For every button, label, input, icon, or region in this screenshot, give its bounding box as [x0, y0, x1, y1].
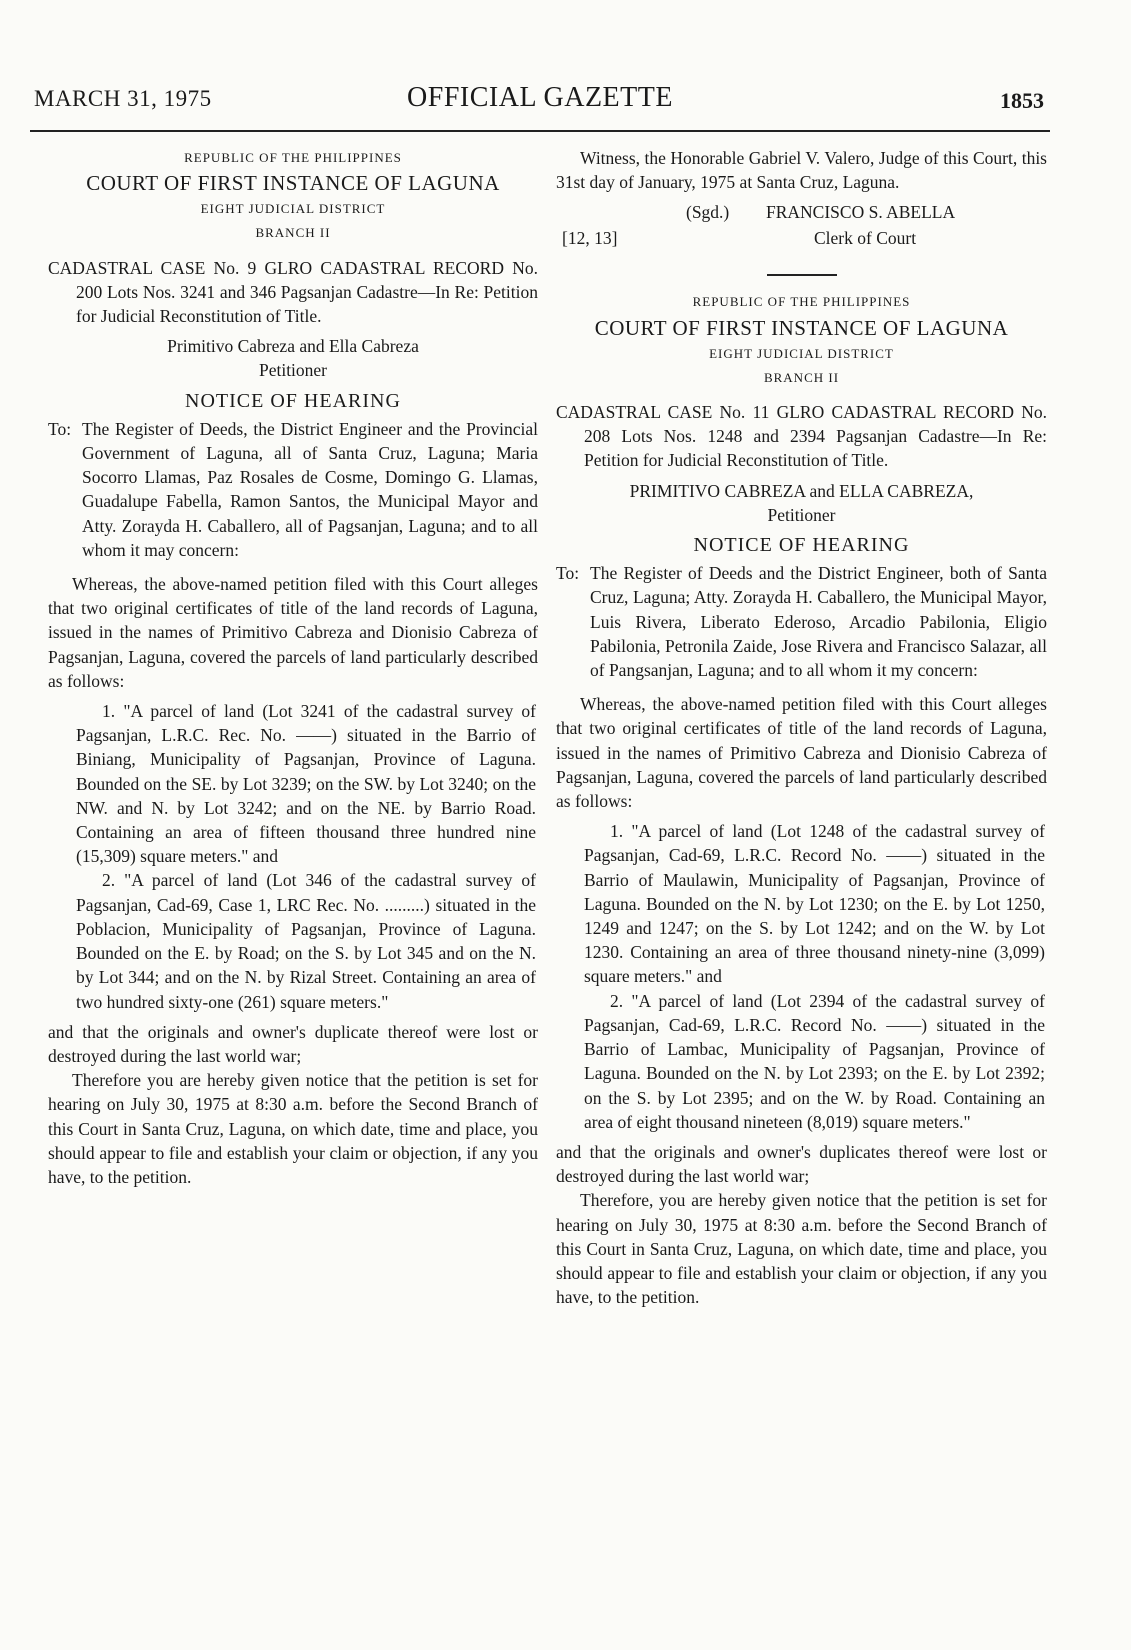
lost-clause: and that the originals and owner's duplicates thereof were lost or destroyed during the last world war; [556, 1141, 1047, 1187]
addressees [556, 561, 1047, 682]
witness-paragraph: Witness, the Honorable Gabriel V. Valero, Judge of this Court, this 31st day of January, 1975 at Santa Cruz, Laguna. [556, 148, 1047, 193]
whereas-paragraph: Whereas, the above-named petition filed with this Court alleges that two original certificates of title of the land records of Laguna, issued in the names of Primitivo Cabreza and Dionisio Cabreza of Pagsanjan, Laguna, covered the parcels of land particularly described as follows: [556, 694, 1047, 812]
therefore-paragraph: Therefore, you are hereby given notice that the petition is set for hearing on July 30, 1975 at 8:30 a.m. before the Second Branch of this Court in Santa Cruz, Laguna, on which date, time and place, you should appear to file and establish your claim or objection, if any you have, to the petition. [556, 1190, 1047, 1308]
right-column [556, 146, 1047, 1309]
addressee-list: The Register of Deeds, the District Engineer and the Provincial Government of Laguna, all of Santa Cruz, Laguna; Maria Socorro Llamas, Paz Rosales de Cosme, Domingo G. Llamas, Guadalupe Fabella, Ramon Santos, the Municipal Mayor and Atty. Zorayda H. Caballero, all of Pagsanjan, Laguna; and to all whom it may concern: [82, 418, 538, 560]
addressee-list: The Register of Deeds and the District Engineer, both of Santa Cruz, Laguna; Atty. Zorayda H. Caballero, the Municipal Mayor, Luis Rivera, Liberato Ederoso, Arcadio Pabilonia, Eligio Pabilonia, Petronila Zaide, Jose Rivera and Francisco Salazar, all of Pangsanjan, Laguna; and to all whom it my concern: [590, 563, 1047, 681]
court-heading: COURT OF FIRST INSTANCE OF LAGUNA [86, 171, 500, 196]
signed-marker: (Sgd.) [686, 202, 730, 223]
parcel-description-2: 2. "A parcel of land (Lot 2394 of the cadastral survey of Pagsanjan, Cad-69, L.R.C. Record No. ——) situated in the Barrio of Lambac, Municipality of Pagsanjan, Province of Laguna. Bounded on the N. by Lot 2393; on the E. by Lot 2392; on the S. by Lot 2395; and on the W. by Road. Containing an area of eight thousand nineteen (8,019) square meters." [584, 990, 1045, 1132]
republic-heading: REPUBLIC OF THE PHILIPPINES [692, 294, 911, 310]
petitioner-label: Petitioner [258, 360, 328, 381]
petitioners: PRIMITIVO CABREZA and ELLA CABREZA, [629, 480, 974, 501]
addressees [48, 417, 538, 562]
petitioners: Primitivo Cabreza and Ella Cabreza [167, 336, 419, 357]
parcel-description-2: 2. "A parcel of land (Lot 346 of the cadastral survey of Pagsanjan, Cad-69, Case 1, LRC Rec. No. .........) situated in the Poblacion, Municipality of Pagsanjan, Province of Laguna. Bounded on the E. by Road; on the S. by Lot 345 and on the N. by Lot 344; and on the N. by Rizal Street. Containing an area of two hundred sixty-one (261) square meters." [76, 870, 536, 1012]
district-heading: EIGHT JUDICIAL DISTRICT [709, 345, 894, 361]
parcel-description-1: 1. "A parcel of land (Lot 1248 of the cadastral survey of Pagsanjan, Cad-69, L.R.C. Record No. ——) situated in the Barrio of Maulawin, Municipality of Pagsanjan, Province of Laguna. Bounded on the N. by Lot 1230; on the E. by Lot 1250, 1249 and 1247; on the S. by Lot 1242; and on the W. by Lot 1230. Containing an area of three thousand ninety-nine (3,099) square meters." and [584, 821, 1045, 987]
clerk-name: FRANCISCO S. ABELLA [766, 202, 956, 223]
therefore-paragraph: Therefore you are hereby given notice that the petition is set for hearing on July 30, 1975 at 8:30 a.m. before the Second Branch of this Court in Santa Cruz, Laguna, on which date, time and place, you should appear to file and establish your claim or objection, if any you have, to the petition. [48, 1070, 538, 1187]
left-column [48, 146, 538, 1189]
issue-date: MARCH 31, 1975 [34, 86, 212, 111]
case-caption: CADASTRAL CASE No. 11 GLRO CADASTRAL RECORD No. 208 Lots Nos. 1248 and 2394 Pagsanjan Cadastre—In Re: Petition for Judicial Reconstitution of Title. [556, 402, 1047, 471]
parcel-description-1: 1. "A parcel of land (Lot 3241 of the cadastral survey of Pagsanjan, L.R.C. Rec. No. ——) situated in the Barrio of Biniang, Municipality of Pagsanjan, Province of Laguna. Bounded on the SE. by Lot 3239; on the SW. by Lot 3240; on the NW. and N. by Lot 3242; and on the NE. by Barrio Road. Containing an area of fifteen thousand three hundred nine (15,309) square meters." and [76, 701, 536, 867]
notice-title: NOTICE OF HEARING [185, 389, 401, 412]
header-rule [30, 130, 1050, 132]
reference-numbers: [12, 13] [562, 228, 618, 249]
branch-heading: BRANCH II [255, 225, 331, 241]
whereas-paragraph: Whereas, the above-named petition filed with this Court alleges that two original certificates of title of the land records of Laguna, issued in the names of Primitivo Cabreza and Dionisio Cabreza of Pagsanjan, Laguna, covered the parcels of land particularly described as follows: [48, 574, 538, 691]
petitioner-label: Petitioner [767, 504, 836, 525]
court-heading: COURT OF FIRST INSTANCE OF LAGUNA [594, 315, 1009, 340]
lost-clause: and that the originals and owner's duplicate thereof were lost or destroyed during the last world war; [48, 1021, 538, 1066]
notice-title: NOTICE OF HEARING [693, 534, 910, 557]
to-label: To: [556, 563, 580, 584]
page-header [30, 78, 1050, 118]
signature-block [556, 200, 1047, 256]
case-caption: CADASTRAL CASE No. 9 GLRO CADASTRAL RECORD No. 200 Lots Nos. 3241 and 346 Pagsanjan Cadastre—In Re: Petition for Judicial Reconstitution of Title. [48, 257, 538, 327]
branch-heading: BRANCH II [763, 369, 840, 385]
publication-title: OFFICIAL GAZETTE [407, 82, 673, 113]
page-number: 1853 [1000, 88, 1044, 113]
district-heading: EIGHT JUDICIAL DISTRICT [200, 201, 386, 217]
to-label: To: [48, 418, 72, 439]
clerk-title: Clerk of Court [814, 228, 917, 249]
republic-heading: REPUBLIC OF THE PHILIPPINES [184, 150, 402, 165]
section-divider [767, 274, 837, 276]
